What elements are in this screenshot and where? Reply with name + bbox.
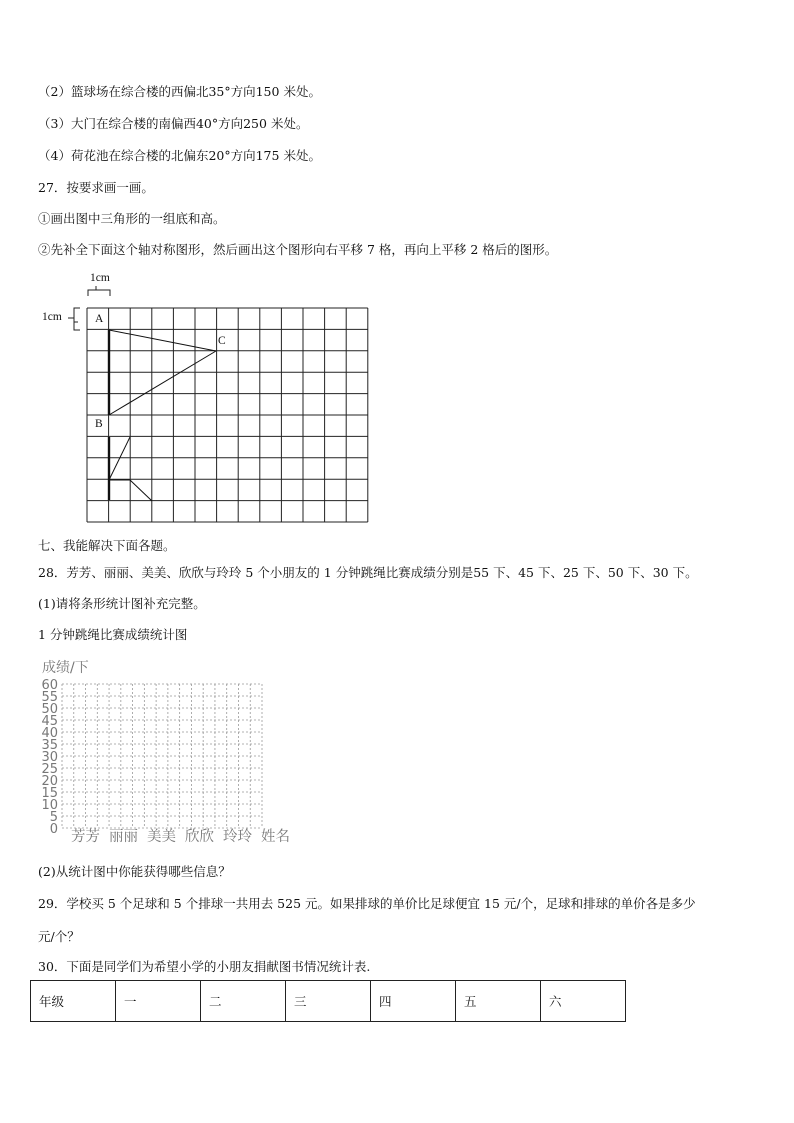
chart-y-tick-label: 15 <box>41 786 58 801</box>
half-figure-edge-3 <box>130 480 152 501</box>
table-header-cell: 四 <box>371 981 456 1022</box>
q29-line1: 29．学校买 5 个足球和 5 个排球一共用去 525 元。如果排球的单价比足球便宜 15 元/个，足球和排球的单价各是多少 <box>38 896 696 911</box>
chart-y-tick-label: 60 <box>41 678 58 693</box>
chart-y-tick-label: 5 <box>49 810 58 825</box>
point-c-label: C <box>218 335 226 347</box>
q28-title: 28．芳芳、丽丽、美美、欣欣与玲玲 5 个小朋友的 1 分钟跳绳比赛成绩分别是55 下、45 下、25 下、50 下、30 下。 <box>38 565 698 580</box>
q28-part1: (1)请将条形统计图补充完整。 <box>38 596 206 611</box>
triangle-side-ac <box>109 330 216 351</box>
point-b-label: B <box>95 418 103 430</box>
table-header-cell: 五 <box>456 981 541 1022</box>
chart-y-tick-label: 50 <box>41 702 58 717</box>
table-header-cell: 二 <box>201 981 286 1022</box>
chart-y-axis-label: 成绩/下 <box>42 660 89 676</box>
q27-step1: ①画出图中三角形的一组底和高。 <box>38 211 226 226</box>
q27-title: 27．按要求画一画。 <box>38 180 154 195</box>
chart-y-tick-label: 25 <box>41 762 58 777</box>
chart-y-tick-label: 30 <box>41 750 58 765</box>
q27-step2: ②先补全下面这个轴对称图形，然后画出这个图形向右平移 7 格，再向上平移 2 格后的图形。 <box>38 242 558 257</box>
chart-grid <box>62 684 262 828</box>
table-header-row <box>31 981 626 1022</box>
table-header-grade: 年级 <box>31 981 116 1022</box>
q30-title: 30．下面是同学们为希望小学的小朋友捐献图书情况统计表. <box>38 959 371 974</box>
half-figure-edge-1 <box>109 437 130 480</box>
section7-heading: 七、我能解决下面各题。 <box>38 538 176 553</box>
q29-line2: 元/个？ <box>38 929 80 944</box>
chart-y-ticks <box>41 678 58 837</box>
chart-y-tick-label: 0 <box>49 822 58 837</box>
chart-x-axis-label: 姓名 <box>261 829 290 845</box>
chart-x-tick-label: 美美 <box>147 829 176 845</box>
q26-item2: （2）篮球场在综合楼的西偏北35°方向150 米处。 <box>38 84 321 99</box>
q28-chart-title: 1 分钟跳绳比赛成绩统计图 <box>38 627 188 642</box>
unit-label-top: 1cm <box>90 272 110 284</box>
chart-y-tick-label: 20 <box>41 774 58 789</box>
chart-y-tick-label: 35 <box>41 738 58 753</box>
chart-y-tick-label: 55 <box>41 690 58 705</box>
chart-y-tick-label: 40 <box>41 726 58 741</box>
chart-x-ticks <box>71 827 290 845</box>
chart-x-tick-label: 玲玲 <box>223 829 252 845</box>
grid-lines <box>87 308 368 522</box>
q26-item3: （3）大门在综合楼的南偏西40°方向250 米处。 <box>38 116 309 131</box>
bar-chart <box>0 650 320 850</box>
unit-label-left: 1cm <box>42 311 62 323</box>
unit-bracket-left <box>68 308 80 330</box>
book-donation-table <box>30 980 626 1022</box>
q28-part2: (2)从统计图中你能获得哪些信息？ <box>38 864 231 879</box>
table-header-cell: 三 <box>286 981 371 1022</box>
table-header-cell: 六 <box>541 981 626 1022</box>
point-a-label: A <box>95 313 104 325</box>
unit-bracket-top <box>88 286 110 296</box>
chart-y-tick-label: 10 <box>41 798 58 813</box>
triangle-side-bc <box>109 351 216 415</box>
table-header-cell: 一 <box>116 981 201 1022</box>
chart-x-tick-label: 芳芳 <box>71 829 100 845</box>
q26-item4: （4）荷花池在综合楼的北偏东20°方向175 米处。 <box>38 148 321 163</box>
chart-x-tick-label: 丽丽 <box>109 829 138 845</box>
chart-x-tick-label: 欣欣 <box>185 829 214 845</box>
drawing-grid-figure <box>0 0 794 540</box>
chart-y-tick-label: 45 <box>41 714 58 729</box>
